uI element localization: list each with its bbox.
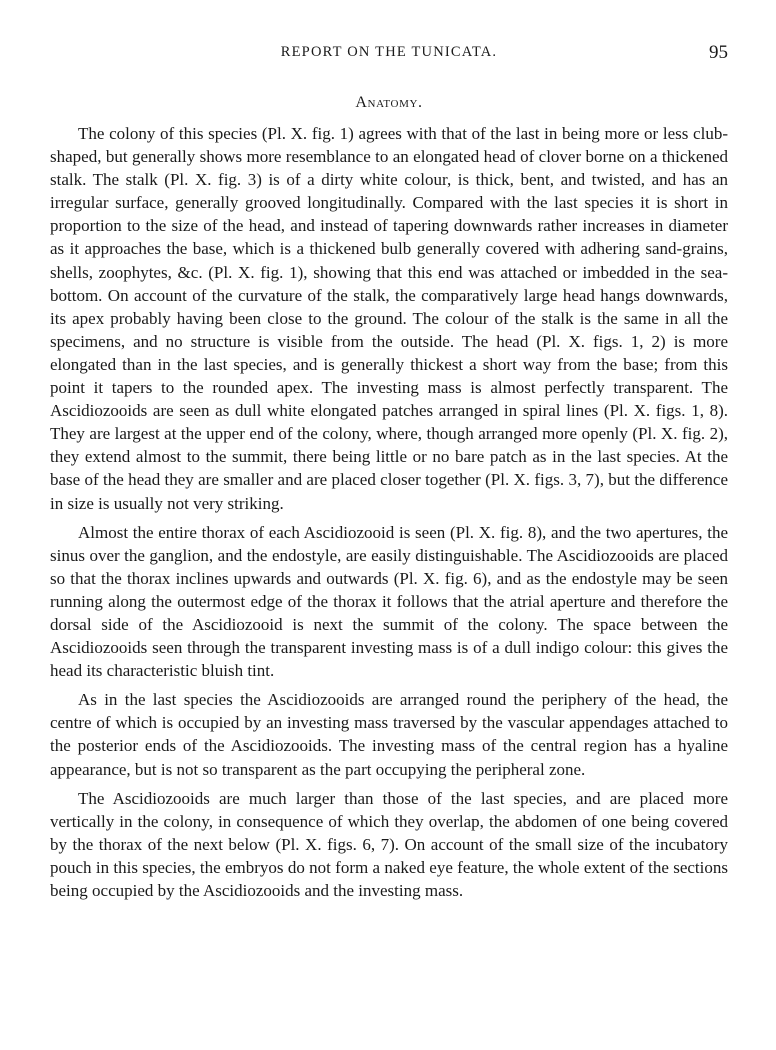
paragraph-3: As in the last species the Ascidiozooids are arranged round the periphery of the head, the centre of which is occupied by an investing mass traversed by the vascular appendages attached to the posterior ends of the Ascidiozooids. The investing mass of the central region has a hyaline appearance, but is not so transparent as the part occupying the peripheral zone. <box>50 690 728 779</box>
running-header <box>50 44 728 74</box>
page <box>50 44 728 908</box>
paragraph-2: Almost the entire thorax of each Ascidiozooid is seen (Pl. X. fig. 8), and the two apertures, the sinus over the ganglion, and the endostyle, are easily distinguishable. The Ascidiozooids are placed so that the thorax inclines upwards and outwards (Pl. X. fig. 6), and as the endostyle may be seen running along the outermost edge of the thorax it follows that the atrial aperture and therefore the dorsal side of the Ascidiozooid is next the summit of the colony. The space between the Ascidiozooids seen through the transparent investing mass is of a dull indigo colour: this gives the head its characteristic bluish tint. <box>50 522 728 681</box>
paragraph-1: The colony of this species (Pl. X. fig. 1) agrees with that of the last in being more or less club-shaped, but generally shows more resemblance to an elongated head of clover borne on a thickened stalk. The stalk (Pl. X. fig. 3) is of a dirty white colour, is thick, bent, and twisted, and has an irregular surface, generally grooved longitudinally. Compared with the last species it is short in proportion to the size of the head, and instead of tapering downwards rather increases in diameter as it approaches the base, which is a thickened bulb generally covered with adhering sand-grains, shells, zoophytes, &c. (Pl. X. fig. 1), showing that this end was attached or imbedded in the sea-bottom. On account of the curvature of the stalk, the comparatively large head hangs downwards, its apex probably having been close to the ground. The colour of the stalk is the same in all the specimens, and no structure is visible from the outside. The head (Pl. X. figs. 1, 2) is more elongated than in the last species, and is generally thickest a short way from the base; from this point it tapers to the rounded apex. The investing mass is almost perfectly transparent. The Ascidiozooids are seen as dull white elongated patches arranged in spiral lines (Pl. X. figs. 1, 8). They are largest at the upper end of the colony, where, though arranged more openly (Pl. X. fig. 2), they extend almost to the summit, there being little or no bare patch as in the last species. At the base of the head they are smaller and are placed closer together (Pl. X. figs. 3, 7), but the difference in size is usually not very striking. <box>50 124 728 513</box>
page-number: 95 <box>709 42 728 63</box>
section-heading: Anatomy. <box>355 94 423 111</box>
paragraph-4: The Ascidiozooids are much larger than those of the last species, and are placed more vertically in the colony, in consequence of which they overlap, the abdomen of one being covered by the thorax of the next below (Pl. X. figs. 6, 7). On account of the small size of the incubatory pouch in this species, the embryos do not form a naked eye feature, the whole extent of the sections being occupied by the Ascidiozooids and the investing mass. <box>50 788 728 900</box>
running-title: REPORT ON THE TUNICATA. <box>280 44 498 60</box>
